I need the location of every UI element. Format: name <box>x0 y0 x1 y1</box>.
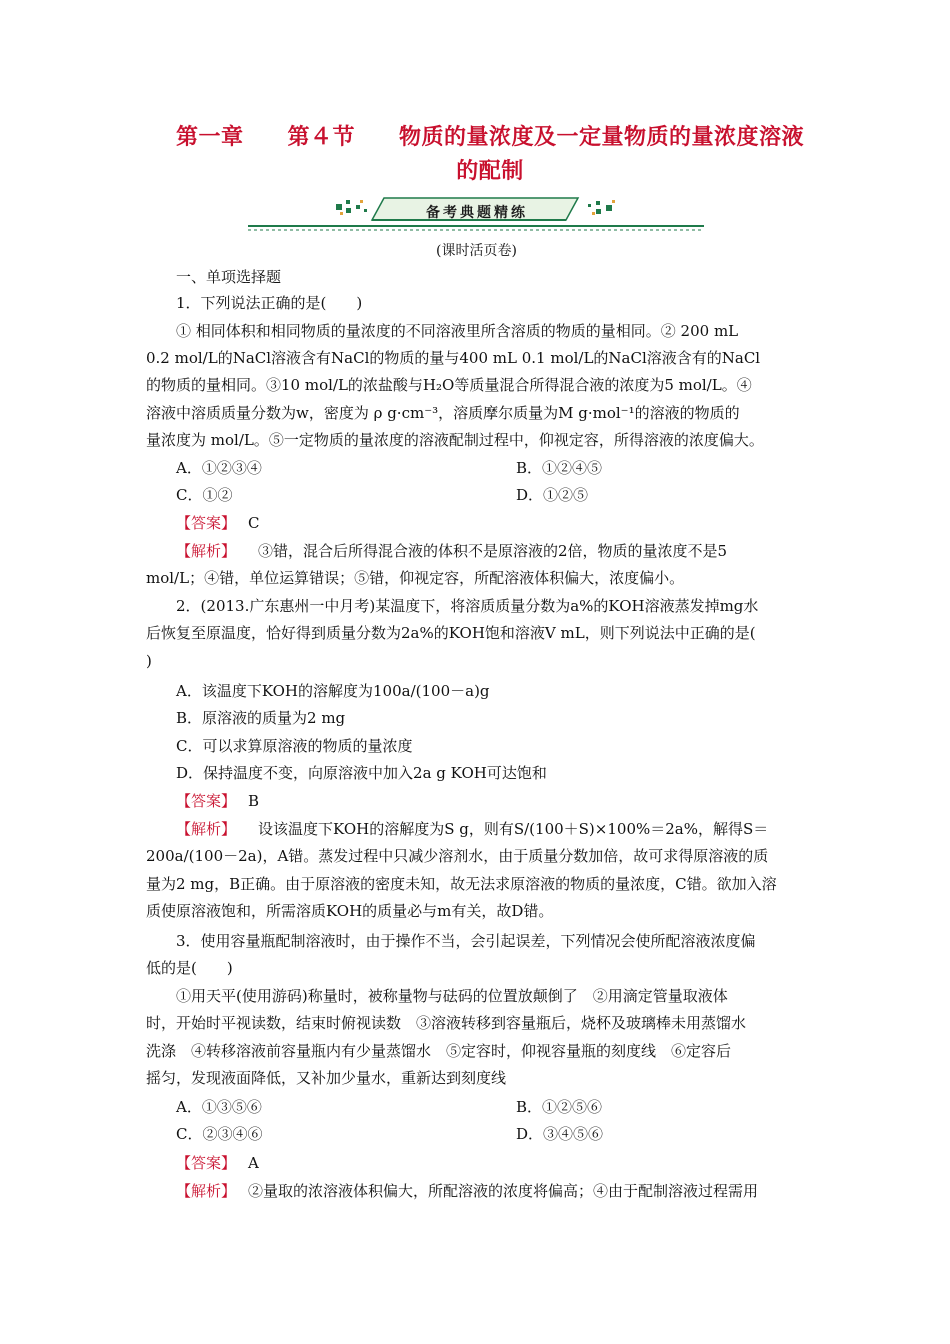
banner-label: 备考典题精练 <box>426 205 528 221</box>
analysis-tag: 【解析】 <box>176 1182 237 1200</box>
q1-option-c: C．①② <box>176 486 233 504</box>
q3-analysis-line: ②量取的浓溶液体积偏大，所配溶液的浓度将偏高；④由于配制溶液过程需用 <box>248 1182 759 1200</box>
q2-analysis-line: 质使原溶液饱和，所需溶质KOH的质量必与m有关，故D错。 <box>146 902 554 920</box>
answer-tag: 【答案】 <box>176 792 237 810</box>
q3-option-a: A．①③⑤⑥ <box>176 1098 262 1116</box>
section-heading: 一、单项选择题 <box>176 268 282 286</box>
q3-body-line: 洗涤 ④转移溶液前容量瓶内有少量蒸馏水 ⑤定容时，仰视容量瓶的刻度线 ⑥定容后 <box>146 1042 732 1060</box>
q3-answer-row <box>176 1152 259 1174</box>
page-title <box>140 120 840 151</box>
q1-option-b: B．①②④⑤ <box>516 459 603 477</box>
answer-tag: 【答案】 <box>176 514 237 532</box>
q2-stem-line: 2．(2013.广东惠州一中月考)某温度下，将溶质质量分数为a%的KOH溶液蒸发掉mg水 <box>176 597 759 615</box>
q3-analysis-row <box>176 1180 758 1202</box>
q2-option-d: D．保持温度不变，向原溶液中加入2a g KOH可达饱和 <box>176 764 547 782</box>
q2-analysis-line: 量为2 mg，B正确。由于原溶液的密度未知，故无法求原溶液的物质的量浓度，C错。欲加入溶 <box>146 875 777 893</box>
q1-analysis-line: mol/L；④错，单位运算错误；⑤错，仰视定容，所配溶液体积偏大，浓度偏小。 <box>146 569 685 587</box>
answer-tag: 【答案】 <box>176 1154 237 1172</box>
q2-analysis-row <box>176 818 768 840</box>
q1-body-line: 的物质的量相同。③10 mol/L的浓盐酸与H₂O等质量混合所得混合液的浓度为5 mol/L。④ <box>146 376 752 394</box>
q2-option-c: C．可以求算原溶液的物质的量浓度 <box>176 737 413 755</box>
q1-option-d: D．①②⑤ <box>516 486 589 504</box>
q2-stem-line: ) <box>146 652 152 670</box>
q2-stem-line: 后恢复至原温度，恰好得到质量分数为2a%的KOH饱和溶液V mL，则下列说法中正确的是( <box>146 624 756 642</box>
subtitle: (课时活页卷) <box>436 243 517 259</box>
q3-option-c: C．②③④⑥ <box>176 1125 263 1143</box>
q1-analysis-row <box>176 540 727 562</box>
analysis-tag: 【解析】 <box>176 820 237 838</box>
q2-answer-row <box>176 790 259 812</box>
q1-body-line: 溶液中溶质质量分数为w，密度为 ρ g·cm⁻³，溶质摩尔质量为M g·mol⁻¹的溶液的物质的 <box>146 404 740 422</box>
q3-stem-line: 3．使用容量瓶配制溶液时，由于操作不当，会引起误差，下列情况会使所配溶液浓度偏 <box>176 932 756 950</box>
q1-stem: 1．下列说法正确的是( ) <box>176 294 363 312</box>
page-title-line2: 的配制 <box>456 159 524 184</box>
q3-body-line: ①用天平(使用游码)称量时，被称量物与砝码的位置放颠倒了 ②用滴定管量取液体 <box>176 987 728 1005</box>
q1-analysis-line: ③错，混合后所得混合液的体积不是原溶液的2倍，物质的量浓度不是5 <box>258 542 728 560</box>
title-chapter: 第一章 <box>175 125 244 150</box>
q1-answer-row <box>176 512 260 534</box>
analysis-tag: 【解析】 <box>176 542 237 560</box>
q1-answer: C <box>248 514 260 532</box>
q2-analysis-line: 200a/(100－2a)，A错。蒸发过程中只减少溶剂水，由于质量分数加倍，故可求得原溶液的质 <box>146 847 769 865</box>
q3-option-d: D．③④⑤⑥ <box>516 1125 604 1143</box>
title-section: 第４节 <box>287 125 355 150</box>
q3-answer: A <box>248 1154 259 1172</box>
q3-stem-line: 低的是( ) <box>146 959 233 977</box>
q2-analysis-line: 设该温度下KOH的溶解度为S g，则有S/(100＋S)×100%＝2a%，解得S＝ <box>258 820 769 838</box>
q1-option-a: A．①②③④ <box>176 459 262 477</box>
title-topic-line1: 物质的量浓度及一定量物质的量浓度溶液 <box>399 125 805 150</box>
q3-option-b: B．①②⑤⑥ <box>516 1098 603 1116</box>
q3-body-line: 时，开始时平视读数，结束时俯视读数 ③溶液转移到容量瓶后，烧杯及玻璃棒未用蒸馏水 <box>146 1014 747 1032</box>
q2-answer: B <box>248 792 260 810</box>
q2-option-a: A．该温度下KOH的溶解度为100a/(100－a)g <box>176 682 490 700</box>
q2-option-b: B．原溶液的质量为2 mg <box>176 709 346 727</box>
q1-body-line: ① 相同体积和相同物质的量浓度的不同溶液里所含溶质的物质的量相同。② 200 mL <box>176 322 739 340</box>
q1-body-line: 0.2 mol/L的NaCl溶液含有NaCl的物质的量与400 mL 0.1 mol/L的NaCl溶液含有的NaCl <box>146 349 761 367</box>
q3-body-line: 摇匀，发现液面降低，又补加少量水，重新达到刻度线 <box>146 1069 507 1087</box>
q1-body-line: 量浓度为 mol/L。⑤一定物质的量浓度的溶液配制过程中，仰视定容，所得溶液的浓度偏大。 <box>146 431 764 449</box>
